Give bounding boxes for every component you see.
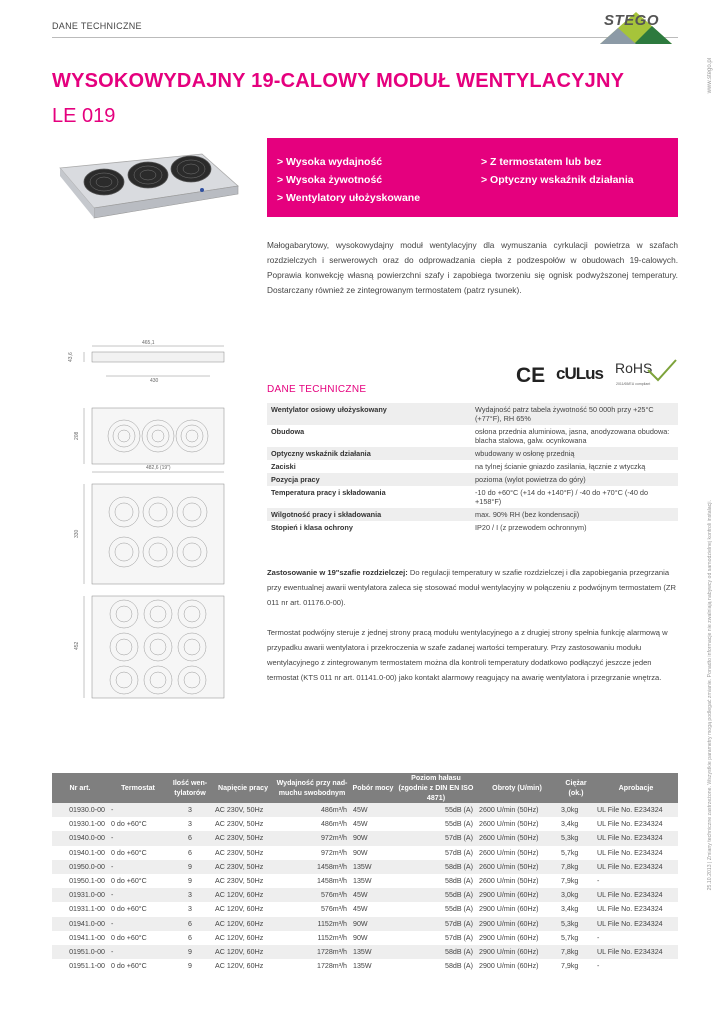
dim-label: 465,1: [142, 340, 155, 346]
feature-box: [267, 138, 678, 217]
table-cell: 2900 U/min (60Hz): [476, 888, 558, 902]
table-cell: 972m³/h: [320, 848, 347, 857]
dim-label: 208: [74, 431, 80, 440]
table-row: [52, 803, 678, 817]
table-cell: 2600 U/min (50Hz): [479, 848, 539, 857]
table-row: [52, 945, 678, 959]
table-cell: 90W: [353, 848, 368, 857]
table-cell: 9: [168, 860, 212, 874]
table-cell: -: [597, 877, 600, 886]
table-row: [52, 817, 678, 831]
table-cell: 0 do +60°C: [111, 905, 147, 914]
column-header: Ciężar (ok.): [558, 773, 594, 803]
table-cell: 01941.1-00: [69, 933, 105, 942]
table-cell: 0 do +60°C: [111, 933, 147, 942]
table-cell: 135W: [350, 945, 396, 959]
table-cell: 2900 U/min (60Hz): [476, 917, 558, 931]
table-cell: 135W: [353, 962, 372, 971]
table-cell: AC 120V, 60Hz: [215, 905, 264, 914]
table-cell: UL File No. E234324: [597, 905, 663, 914]
table-cell: UL File No. E234324: [597, 820, 663, 829]
table-cell: 9: [188, 877, 192, 886]
application-paragraph: [267, 565, 678, 610]
table-cell: 58dB (A): [396, 945, 476, 959]
table-cell: -: [108, 945, 168, 959]
table-cell: AC 120V, 60Hz: [212, 888, 274, 902]
table-cell: 1152m³/h: [317, 933, 347, 942]
table-cell: 972m³/h: [274, 831, 350, 845]
table-cell: 90W: [350, 917, 396, 931]
table-cell: 2900 U/min (60Hz): [479, 905, 539, 914]
product-code: LE 019: [52, 105, 116, 127]
column-header: Termostat: [108, 773, 168, 803]
column-header: Napięcie pracy: [212, 773, 274, 803]
feature-item: > Wysoka żywotność: [277, 174, 383, 186]
side-url: www.stego.pl: [707, 58, 713, 94]
table-cell: 1728m³/h: [317, 962, 347, 971]
table-cell: 01931.1-00: [69, 905, 105, 914]
table-cell: 45W: [350, 803, 396, 817]
spec-value: osłona przednia aluminiowa, jasna, anodyzowana obudowa: blacha stalowa, galw. ocynkowana: [475, 427, 670, 445]
spec-row: [267, 508, 678, 521]
table-cell: AC 230V, 50Hz: [215, 820, 264, 829]
rohs-check-icon: [646, 358, 678, 382]
table-cell: 0 do +60°C: [111, 848, 147, 857]
table-cell: AC 230V, 50Hz: [215, 877, 264, 886]
feature-item: > Optyczny wskaźnik działania: [481, 174, 634, 186]
table-cell: AC 120V, 60Hz: [215, 933, 264, 942]
table-cell: 2600 U/min (50Hz): [476, 860, 558, 874]
dim-label: 43,6: [68, 352, 74, 362]
table-cell: UL File No. E234324: [594, 831, 678, 845]
column-header: Obroty (U/min): [476, 773, 558, 803]
table-cell: 3: [188, 905, 192, 914]
brand-name: STEGO: [604, 12, 660, 29]
table-row: [52, 874, 678, 888]
table-cell: 01950.0-00: [52, 860, 108, 874]
table-cell: 58dB (A): [445, 877, 473, 886]
table-cell: AC 120V, 60Hz: [212, 945, 274, 959]
table-cell: 6: [168, 917, 212, 931]
table-cell: 01930.1-00: [69, 820, 105, 829]
spec-key: Temperatura pracy i składowania: [271, 488, 386, 497]
table-row: [52, 959, 678, 973]
spec-value: max. 90% RH (bez kondensacji): [471, 508, 678, 521]
table-cell: 9: [168, 945, 212, 959]
column-header: Pobór mocy: [350, 773, 396, 803]
table-row: [52, 902, 678, 916]
table-row: [52, 831, 678, 845]
column-header: Nr art.: [52, 773, 108, 803]
spec-key: Zaciski: [271, 462, 296, 471]
table-cell: 1458m³/h: [317, 877, 347, 886]
table-row: [52, 931, 678, 945]
table-cell: 58dB (A): [396, 860, 476, 874]
spec-key: Pozycja pracy: [267, 473, 471, 486]
spec-value: IP20 / I (z przewodem ochronnym): [475, 523, 587, 532]
table-cell: 01941.0-00: [52, 917, 108, 931]
table-cell: 5,3kg: [558, 917, 594, 931]
table-cell: 3,0kg: [558, 803, 594, 817]
table-cell: 576m³/h: [320, 905, 347, 914]
table-cell: 9: [188, 962, 192, 971]
table-cell: 135W: [350, 860, 396, 874]
table-cell: 1152m³/h: [274, 917, 350, 931]
spec-value: -10 do +60°C (+14 do +140°F) / -40 do +70°C (-40 do +158°F): [475, 488, 649, 506]
spec-table: [267, 403, 678, 534]
product-image: [52, 146, 240, 222]
table-row: [52, 860, 678, 874]
table-row: [52, 888, 678, 902]
dim-label: 430: [150, 378, 159, 384]
table-cell: 3,4kg: [561, 905, 579, 914]
table-cell: AC 230V, 50Hz: [212, 831, 274, 845]
table-cell: 3: [188, 820, 192, 829]
table-cell: UL File No. E234324: [597, 848, 663, 857]
product-table: [52, 773, 678, 973]
ul-mark: cULus: [556, 364, 603, 383]
ce-mark: CE: [516, 364, 546, 387]
table-row: [52, 846, 678, 860]
table-cell: AC 120V, 60Hz: [215, 962, 264, 971]
table-cell: 45W: [353, 905, 368, 914]
table-cell: 57dB (A): [445, 848, 473, 857]
table-cell: -: [597, 933, 600, 942]
table-cell: 3,0kg: [558, 888, 594, 902]
table-cell: 58dB (A): [445, 962, 473, 971]
table-cell: 486m³/h: [320, 820, 347, 829]
table-cell: AC 230V, 50Hz: [212, 803, 274, 817]
table-cell: 01940.0-00: [52, 831, 108, 845]
dim-label: 330: [74, 529, 80, 538]
column-header: Poziom hałasu (zgodnie z DIN EN ISO 4871): [396, 773, 476, 803]
table-cell: 2600 U/min (50Hz): [476, 803, 558, 817]
thermostat-paragraph: Termostat podwójny steruje z jednej strony pracą modułu wentylacyjnego a z drugiej strony spełnia funkcję alarmową w przypadku awarii wentylatora i przekroczenia w szafe zadanej wartości temperatury. Przy zastosowaniu modułu wentylacyjnego z zintegrowanym termostatem można dla kontroli temperatury dodatkowo podłączyć jeszcze jeden termostat (KTS 011 nr art. 01141.0-00) jako kontakt alarmowy reagujący na awarię wentylatora i przegrzanie wnętrza.: [267, 628, 668, 682]
table-cell: 7,8kg: [558, 860, 594, 874]
header-label: DANE TECHNICZNE: [52, 21, 142, 31]
spec-key: Optyczny wskaźnik działania: [267, 447, 471, 460]
table-cell: 3: [168, 888, 212, 902]
table-cell: AC 120V, 60Hz: [212, 917, 274, 931]
table-cell: 1728m³/h: [274, 945, 350, 959]
table-cell: 6: [188, 933, 192, 942]
table-cell: 5,7kg: [561, 933, 579, 942]
spec-value: wbudowany w osłonę przednią: [471, 447, 678, 460]
table-cell: UL File No. E234324: [594, 945, 678, 959]
table-cell: 01951.1-00: [69, 962, 105, 971]
technical-drawing: [62, 336, 234, 702]
paragraph-lead: Zastosowanie w 19"szafie rozdzielczej:: [267, 568, 408, 577]
dim-label: 452: [74, 641, 80, 650]
spec-key: Wentylator osiowy ułożyskowany: [267, 403, 471, 425]
feature-item: > Wentylatory ułożyskowane: [277, 192, 421, 204]
table-cell: 90W: [353, 933, 368, 942]
table-cell: -: [108, 860, 168, 874]
spec-row: [267, 521, 678, 534]
stego-logo: [590, 10, 682, 46]
table-cell: 7,9kg: [561, 962, 579, 971]
table-cell: 5,3kg: [558, 831, 594, 845]
table-cell: -: [108, 803, 168, 817]
intro-text: Małogabarytowy, wysokowydajny moduł wentylacyjny dla wymuszania cyrkulacji powietrza w szafach rozdzielczych i serwerowych oraz do odprowadzania ciepła z podzespołów w obudowach 19-calowych. Poprawia konwekcję własną powierzchni szafy i zapobiega tworzeniu się ognisk podwyższonej temperatury. Dostarczany również ze zintegrowanym termostatem (patrz rysunek).: [267, 240, 678, 295]
table-cell: 90W: [350, 831, 396, 845]
table-cell: 5,7kg: [561, 848, 579, 857]
table-cell: 0 do +60°C: [111, 962, 147, 971]
table-cell: 57dB (A): [396, 831, 476, 845]
table-cell: UL File No. E234324: [594, 860, 678, 874]
table-cell: 01950.1-00: [69, 877, 105, 886]
column-header: Wydajność przy nad-muchu swobodnym: [274, 773, 350, 803]
side-disclaimer: 25.10.2013 | Zmiany techniczne zastrzeżone. Wszystkie parametry mogą podlegać zmianie. Ponadto informacje nie zwalniają nabywcy od samodzielnej kontroli instalacji.: [707, 500, 713, 891]
table-cell: 01951.0-00: [52, 945, 108, 959]
certifications: [516, 358, 678, 396]
table-cell: 2900 U/min (60Hz): [479, 962, 539, 971]
table-cell: 01940.1-00: [69, 848, 105, 857]
table-cell: UL File No. E234324: [594, 917, 678, 931]
spec-key: Stopień i klasa ochrony: [271, 523, 353, 532]
table-cell: 7,9kg: [561, 877, 579, 886]
table-cell: 6: [188, 848, 192, 857]
table-cell: 7,8kg: [558, 945, 594, 959]
spec-value: Wydajność patrz tabela żywotność 50 000h przy +25°C (+77°F), RH 65%: [471, 403, 678, 425]
table-cell: 0 do +60°C: [111, 877, 147, 886]
spec-row: [267, 473, 678, 486]
table-cell: 01930.0-00: [52, 803, 108, 817]
table-cell: 2900 U/min (60Hz): [479, 933, 539, 942]
section-heading: DANE TECHNICZNE: [267, 384, 367, 395]
table-cell: 1458m³/h: [274, 860, 350, 874]
page-title: WYSOKOWYDAJNY 19-CALOWY MODUŁ WENTYLACYJNY: [52, 70, 625, 92]
table-cell: AC 230V, 50Hz: [212, 860, 274, 874]
table-cell: 486m³/h: [274, 803, 350, 817]
paragraph-text: Do regulacji temperatury w szafie rozdzielczej i dla zapobiegania przegrzania przy ewentualnej awarii wentylatora zaleca się stosować moduł wentylacyjny w połączeniu z podwójnym termostatem (ZR 011 nr art. 01176.0-00).: [267, 568, 676, 607]
spec-key: Wilgotność pracy i składowania: [267, 508, 471, 521]
table-cell: 55dB (A): [445, 820, 473, 829]
spec-row: [267, 403, 678, 425]
feature-item: > Wysoka wydajność: [277, 156, 383, 168]
rohs-mark: RoHS: [615, 360, 653, 376]
table-cell: 2900 U/min (60Hz): [476, 945, 558, 959]
table-cell: 55dB (A): [445, 905, 473, 914]
table-cell: 2600 U/min (50Hz): [476, 831, 558, 845]
table-cell: 57dB (A): [445, 933, 473, 942]
table-cell: -: [108, 917, 168, 931]
spec-row: [267, 425, 678, 447]
table-cell: -: [108, 888, 168, 902]
spec-row: [267, 447, 678, 460]
table-cell: 135W: [353, 877, 372, 886]
spec-key: Obudowa: [271, 427, 305, 436]
table-cell: 2600 U/min (50Hz): [479, 877, 539, 886]
table-row: [52, 917, 678, 931]
table-cell: 57dB (A): [396, 917, 476, 931]
table-cell: 3: [168, 803, 212, 817]
rohs-subtext: 2011/65/EU compliant: [616, 382, 651, 386]
table-cell: 0 do +60°C: [111, 820, 147, 829]
table-cell: AC 230V, 50Hz: [215, 848, 264, 857]
table-cell: 55dB (A): [396, 888, 476, 902]
table-cell: 3,4kg: [561, 820, 579, 829]
spec-row: [267, 460, 678, 473]
spec-value: pozioma (wylot powietrza do góry): [471, 473, 678, 486]
spec-value: na tylnej ścianie gniazdo zasilania, łącznie z wtyczką: [475, 462, 646, 471]
feature-item: > Z termostatem lub bez: [481, 156, 602, 168]
table-cell: 55dB (A): [396, 803, 476, 817]
table-cell: -: [597, 962, 600, 971]
table-cell: UL File No. E234324: [594, 803, 678, 817]
table-cell: 01931.0-00: [52, 888, 108, 902]
table-cell: 45W: [350, 888, 396, 902]
spec-row: [267, 486, 678, 508]
table-cell: 576m³/h: [274, 888, 350, 902]
column-header: Aprobacje: [594, 773, 678, 803]
header-divider: [52, 37, 678, 38]
column-header: Ilość wen-tylatorów: [168, 773, 212, 803]
table-cell: 45W: [353, 820, 368, 829]
dim-label: 482,6 (19"): [146, 465, 171, 471]
table-cell: UL File No. E234324: [594, 888, 678, 902]
table-cell: 2600 U/min (50Hz): [479, 820, 539, 829]
table-cell: 6: [168, 831, 212, 845]
table-cell: -: [108, 831, 168, 845]
